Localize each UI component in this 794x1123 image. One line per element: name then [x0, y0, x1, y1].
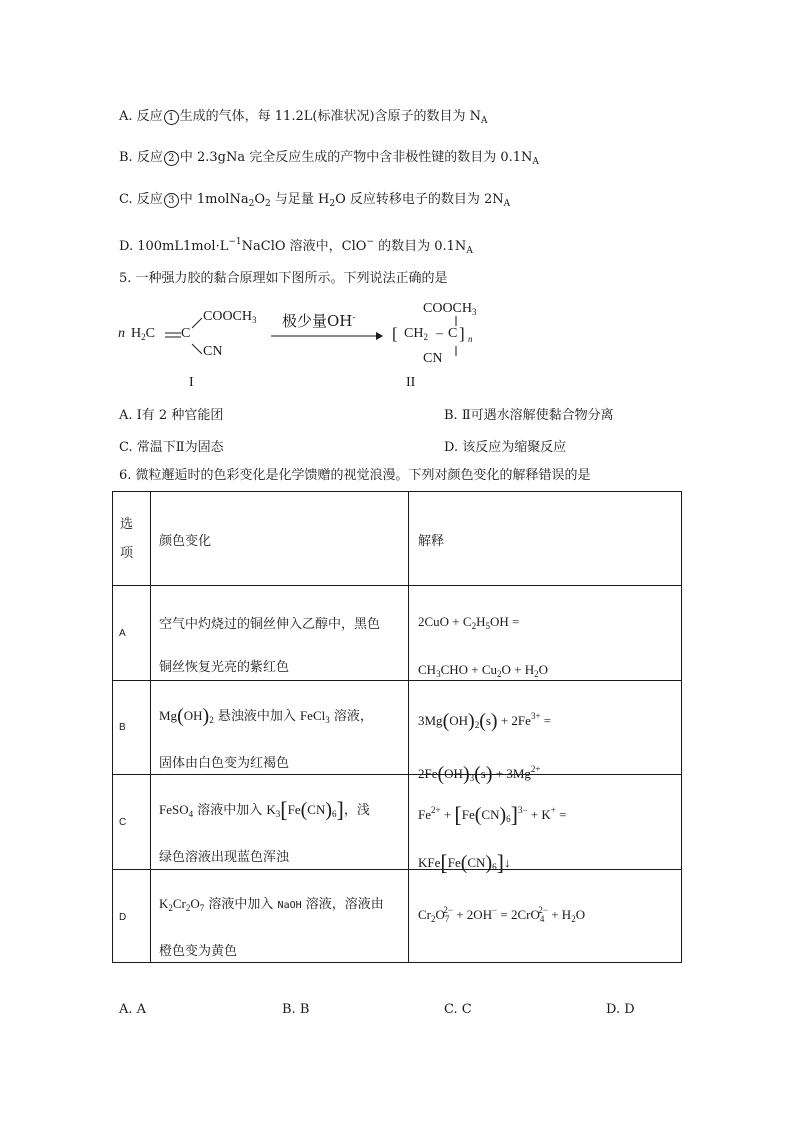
row-c-change-line2: 绿色溶液出现蓝色浑浊 [159, 850, 290, 865]
q5-option-c: C. 常温下Ⅱ为固态 [119, 440, 224, 455]
q5-option-b: B. Ⅱ可遇水溶解使黏合物分离 [444, 408, 614, 423]
reactant-cooch3-sub: 3 [252, 315, 257, 325]
product-ch2-text: CH [404, 326, 424, 341]
q4-c-t4: O 反应转移电子的数目为 2N [335, 192, 504, 207]
row-b-equation-line2: $2Fe(OH)_3(s) + 3Mg^{2+}$ [418, 763, 541, 785]
row-c-equation [418, 788, 566, 889]
q4-c-t3: 与足量 H [270, 192, 330, 207]
row-a-label: A [119, 628, 126, 639]
row-c-change [159, 788, 370, 879]
reaction-arrow-icon [271, 331, 383, 341]
q4-c-prefix: C. 反应 [119, 192, 163, 207]
product-cooch3 [423, 301, 477, 317]
q4-a-text: 生成的气体，每 11.2L(标准状况)含原子的数目为 N [179, 109, 482, 124]
q4-c-s2: 2 [265, 199, 271, 209]
q4-b-prefix: B. 反应 [119, 150, 163, 165]
table-divider [150, 492, 151, 962]
product-bracket-left: [ [392, 324, 398, 343]
header-color-change: 颜色变化 [159, 534, 212, 549]
q6-answer-b: B. B [282, 1002, 310, 1017]
reaction-diagram [118, 298, 518, 398]
q4-a-prefix: A. 反应 [119, 109, 163, 124]
q4-d-t2: NaClO 溶液中，ClO [241, 239, 367, 254]
q4-d-t3: 的数目为 0.1N [373, 239, 467, 254]
row-a-change-line1: 空气中灼烧过的铜丝伸入乙醇中，黑色 [159, 617, 381, 632]
arrow-label-sup: - [352, 313, 356, 323]
product-ch2-sub: 2 [423, 332, 428, 342]
answer-table [112, 491, 682, 963]
row-b-change [159, 694, 373, 785]
row-d-label: D [119, 912, 127, 923]
row-b-equation-line1: $3Mg(OH)_2(s) + 2Fe^{3+}$ = [418, 710, 552, 732]
q5-option-d: D. 该反应为缩聚反应 [444, 440, 567, 455]
product-cooch3-text: COOCH [423, 301, 473, 316]
product-c: C [448, 326, 458, 341]
q6-answer-a: A. A [119, 1002, 147, 1017]
product-bracket-right: ] [459, 324, 465, 343]
row-c-label: C [119, 817, 127, 828]
q4-d-sup1: −1 [228, 237, 242, 247]
product-cooch3-sub: 3 [472, 307, 477, 317]
row-a-equation-line1: $2CuO + C_2H_5OH$ = [418, 614, 520, 631]
row-b-label: B [119, 722, 126, 733]
q6-answer-d: D. D [606, 1002, 635, 1017]
reactant-cn: CN [203, 344, 223, 359]
q4-c-s1: 2 [248, 199, 255, 209]
row-b-change-line2: 固体由白色变为红褐色 [159, 756, 290, 771]
q4-c-s4: A [503, 199, 511, 209]
reactant-h: H [131, 326, 142, 341]
q6-answer-c: C. C [444, 1002, 472, 1017]
row-a-change-line2: 铜丝恢复光亮的紫红色 [159, 660, 290, 675]
label-ii: II [406, 375, 416, 390]
reactant-h2c: $H_2C$ [131, 326, 155, 342]
q4-d-t1: D. 100mL1mol·L [119, 239, 229, 254]
q4-option-a [119, 108, 488, 130]
header-option-line1: 选 [120, 517, 134, 532]
row-b-change-line1: $Mg(OH)_2$ 悬浊液中加入 FeCl$_3$ 溶液， [159, 705, 373, 727]
table-divider [408, 492, 409, 962]
row-d-change-line1: $K_2Cr_2O_7$ 溶液中加入 NaOH 溶液，溶液由 [159, 896, 384, 913]
q5-stem: 5. 一种强力胶的黏合原理如下图所示。下列说法正确的是 [119, 271, 448, 286]
row-a-equation-line2: $CH_3CHO + Cu_2O + H_2O$ [418, 662, 549, 679]
product-ch2 [404, 326, 428, 342]
reactant-cooch3-text: COOCH [203, 309, 253, 324]
q4-c-s3: 2 [329, 199, 336, 209]
reactant-h-sub: 2 [141, 332, 146, 342]
product-cn: CN [423, 351, 443, 366]
reactant-c: C [181, 326, 191, 341]
q6-stem: 6. 微粒邂逅时的色彩变化是化学馈赠的视觉浪漫。下列对颜色变化的解释错误的是 [119, 468, 591, 483]
row-d-change-line2: 橙色变为黄色 [159, 944, 238, 959]
header-option-line2: 项 [120, 546, 134, 561]
q4-c-t1: 中 1molNa [179, 192, 249, 207]
circled-number-icon: 3 [164, 193, 179, 208]
circled-number-icon: 2 [164, 151, 179, 166]
q4-a-sub: A [481, 116, 488, 126]
q4-d-s3: A [466, 246, 473, 256]
q4-c-t2: O [254, 192, 265, 207]
arrow-label-text: 极少量OH [282, 312, 353, 330]
q4-option-c [119, 191, 510, 213]
product-n: n [468, 334, 473, 344]
q5-option-a: A. Ⅰ有 2 种官能团 [119, 408, 224, 423]
row-a-change [159, 603, 380, 689]
row-d-change [159, 882, 384, 973]
row-c-equation-line2: $KFe[Fe(CN)_6]↓$ [418, 850, 511, 875]
circled-number-icon: 1 [164, 110, 179, 125]
q4-option-d [119, 233, 473, 260]
header-explanation: 解释 [418, 534, 445, 549]
reactant-cooch3 [203, 309, 257, 325]
product-dash: – [436, 326, 443, 341]
reactant-n: n [118, 326, 125, 341]
row-d-equation: $Cr_2O_7^{2-} + 2OH^- = 2CrO_4^{2-} + H_2O$ [418, 905, 586, 924]
header-option [120, 510, 133, 568]
row-b-equation [418, 694, 551, 800]
q4-b-text: 中 2.3gNa 完全反应生成的产物中含非极性键的数目为 0.1N [179, 150, 533, 165]
label-i: I [189, 375, 194, 390]
arrow-label [282, 310, 355, 331]
q4-b-sub: A [532, 157, 539, 167]
row-a-equation [418, 600, 548, 696]
q4-option-b [119, 149, 539, 171]
double-bond-icon [165, 331, 181, 339]
table-divider [113, 585, 681, 586]
q4-d-sup2: − [366, 237, 374, 247]
row-c-equation-line1: $Fe^{2+} + [Fe(CN)_6]^{3-} + K^+$ = [418, 802, 567, 827]
row-c-change-line1: FeSO$_4$ 溶液中加入 $K_3[Fe(CN)_6]$，浅 [159, 797, 370, 822]
